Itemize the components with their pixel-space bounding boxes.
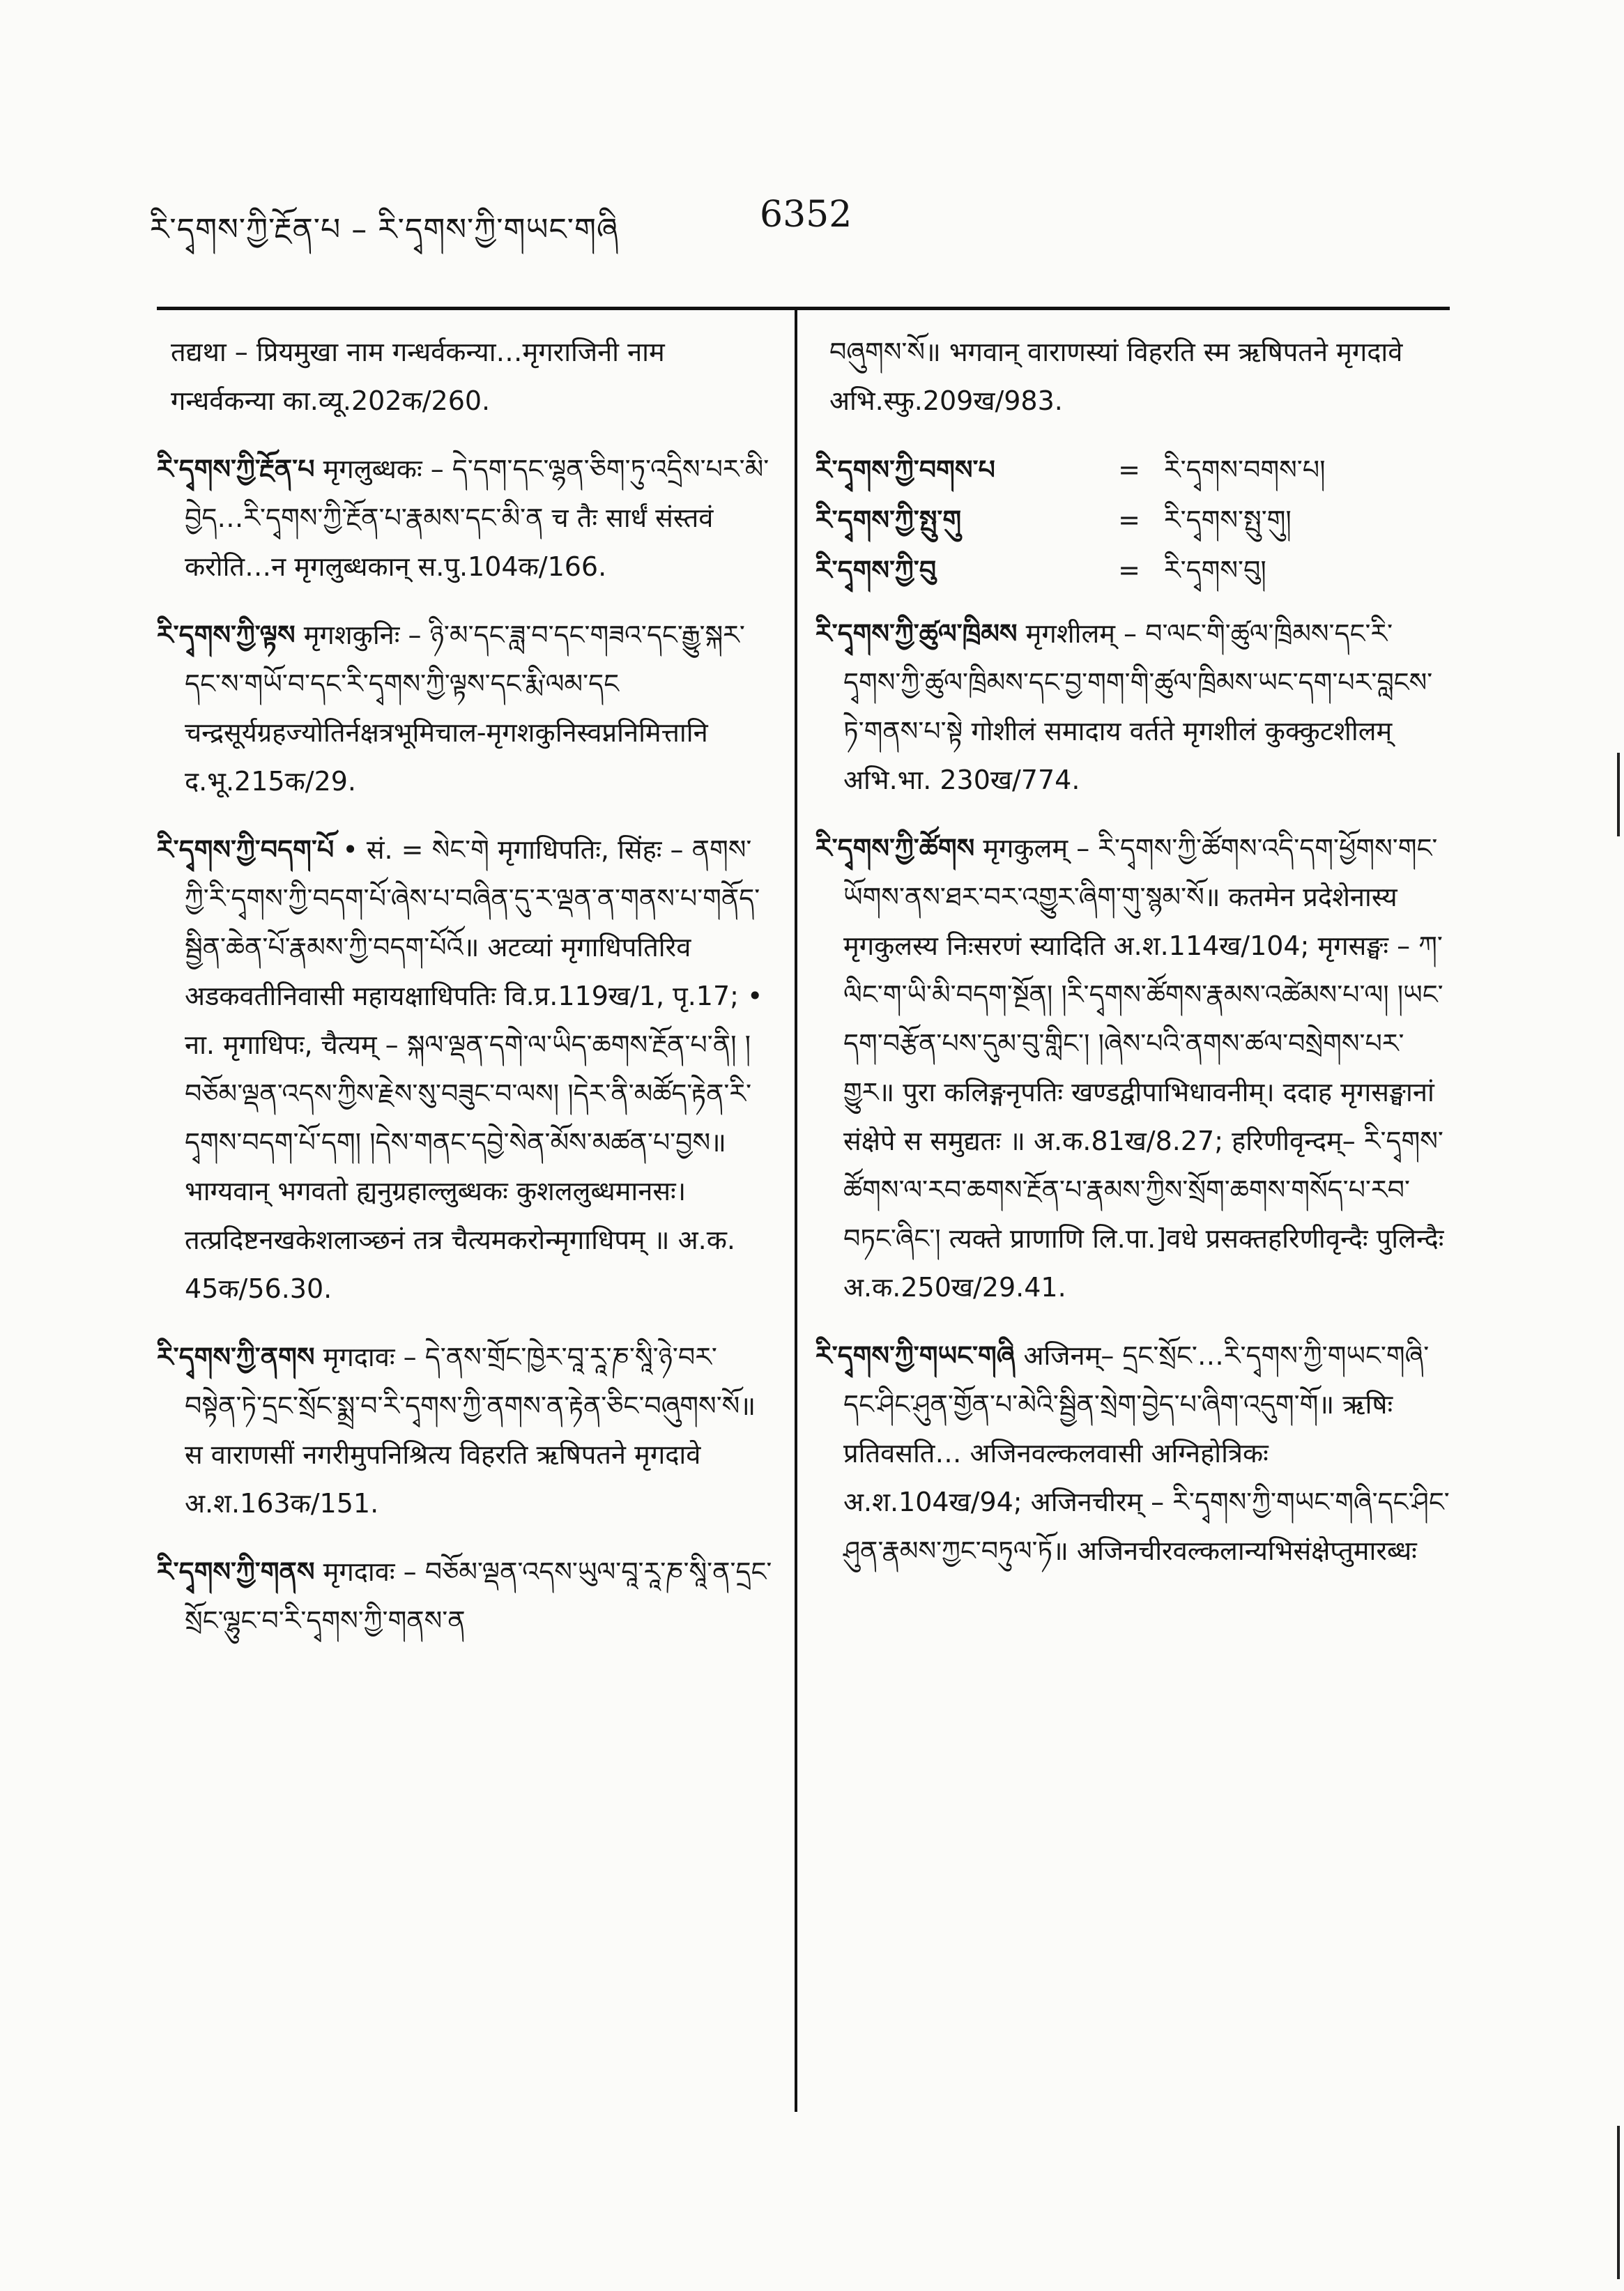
xref-target: རི་དྭགས་བུ།	[1164, 555, 1266, 585]
scan-edge-mark	[1617, 2126, 1620, 2279]
dictionary-entry	[815, 609, 1450, 804]
right-column	[815, 328, 1450, 1595]
dictionary-entry	[157, 445, 774, 591]
scan-edge-mark	[1617, 753, 1620, 836]
header-rule	[157, 307, 1450, 310]
dictionary-entry	[157, 611, 774, 806]
dictionary-entry	[815, 1331, 1450, 1575]
entry-headword: རི་དྭགས་ཀྱི་བདག་པོ	[157, 834, 335, 865]
entry-headword: རི་དྭགས་ཀྱི་གཡང་གཞི	[815, 1340, 1016, 1371]
entry-text: བཞུགས་སོ॥ भगवान् वाराणस्यां विहरति स्म ऋषिपतने मृगदावे अभि.स्फु.209ख/983.	[829, 337, 1403, 416]
entry-text: तद्यथा – प्रियमुखा नाम गन्धर्वकन्या…मृगराजिनी नाम गन्धर्वकन्या का.व्यू.202क/260.	[171, 337, 665, 416]
xref-term: རི་དྭགས་ཀྱི་བགས་པ	[815, 454, 995, 485]
entry-headword: རི་དྭགས་ཀྱི་ལྟས	[157, 620, 296, 650]
dictionary-entry-continuation	[815, 328, 1450, 425]
entry-text: मृगलुब्धकः – དེ་དག་དང་ལྷན་ཅིག་ཏུ་འདྲིས་པར་མི་བྱེད…རི་དྭགས་ཀྱི་རྔོན་པ་རྣམས་དང་མི་ན च तैः सार्धं संस्तवं करोति…न मृगलुब्धकान् स.पु.104क/166.	[185, 454, 769, 582]
cross-reference	[815, 495, 1450, 545]
entry-headword: རི་དྭགས་ཀྱི་ནགས	[157, 1342, 315, 1372]
dictionary-entry	[157, 825, 774, 1313]
left-column	[157, 328, 774, 1664]
entry-headword: རི་དྭགས་ཀྱི་གནས	[157, 1556, 315, 1587]
cross-reference	[815, 445, 1450, 495]
page-number: 6352	[760, 194, 852, 236]
cross-reference	[815, 545, 1450, 595]
column-divider	[795, 307, 797, 2112]
xref-term: རི་དྭགས་ཀྱི་སྤུ་གུ	[815, 505, 962, 535]
entry-text: मृगशीलम् – བ་ལང་གི་ཚུལ་ཁྲིམས་དང་རི་དྭགས་ཀྱི་ཚུལ་ཁྲིམས་དང་བྱ་གག་གི་ཚུལ་ཁྲིམས་ཡང་དག་པར་བླངས་ཏེ་གནས་པ་སྟེ गोशीलं समादाय वर्तते मृगशीलं कुक्कुटशीलम् अभि.भा. 230ख/774.	[843, 618, 1433, 795]
entry-headword: རི་དྭགས་ཀྱི་ཚོགས	[815, 833, 975, 864]
xref-equals: =	[1118, 555, 1140, 585]
xref-term: རི་དྭགས་ཀྱི་བུ	[815, 555, 937, 585]
xref-equals: =	[1118, 454, 1140, 485]
running-head: རི་དྭགས་ཀྱི་རྔོན་པ – རི་དྭགས་ཀྱི་གཡང་གཞི	[150, 212, 619, 247]
dictionary-entry	[157, 1333, 774, 1528]
xref-equals: =	[1118, 505, 1140, 535]
xref-target: རི་དྭགས་སྤུ་གུ།	[1164, 505, 1292, 535]
page-header	[150, 188, 1446, 251]
entry-text: मृगदावः – བཅོམ་ལྡན་འདས་ཡུལ་བཱ་རཱ་ཎ་སཱི་ན་དྲང་སྲོང་ལྷུང་བ་རི་དྭགས་ཀྱི་གནས་ན	[185, 1556, 772, 1636]
dictionary-entry	[157, 1547, 774, 1645]
entry-text: मृगशकुनिः – ཉི་མ་དང་ཟླ་བ་དང་གཟའ་དང་རྒྱུ་སྐར་དང་ས་གཡོ་བ་དང་རི་དྭགས་ཀྱི་ལྟས་དང་རྨི་ལམ་དང चन्द्रसूर्यग्रहज्योतिर्नक्षत्रभूमिचाल-मृगशकुनिस्वप्ननिमित्तानि द.भू.215क/29.	[185, 620, 745, 797]
entry-text: मृगदावः – དེ་ནས་གྲོང་ཁྱེར་བཱ་རཱ་ཎ་སཱི་ཉེ་བར་བསྟེན་ཏེ་དྲང་སྲོང་སྨྲ་བ་རི་དྭགས་ཀྱི་ནགས་ན་རྟེན་ཅིང་བཞུགས་སོ॥ स वाराणसीं नगरीमुपनिश्रित्य विहरति ऋषिपतने मृगदावे अ.श.163क/151.	[185, 1342, 756, 1519]
entry-text: • सं. = སེང་གེ मृगाधिपतिः, सिंहः – ནགས་ཀྱི་རི་དྭགས་ཀྱི་བདག་པོ་ཞེས་པ་བཞིན་དུ་ར་ལྡན་ན་གནས་པ་གནོད་སྦྱིན་ཆེན་པོ་རྣམས་ཀྱི་བདག་པོའོ॥ अटव्यां मृगाधिपतिरिव अडकवतीनिवासी महायक्षाधिपतिः वि.प्र.119ख/1, पृ.17; • ना. मृगाधिपः, चैत्यम् – སྐལ་ལྡན་དགེ་ལ་ཡིད་ཆགས་རྔོན་པ་ནི། །བཅོམ་ལྡན་འདས་ཀྱིས་རྗེས་སུ་བཟུང་བ་ལས། །དེར་ནི་མཚོད་རྟེན་རི་དྭགས་བདག་པོ་དག། །དེས་གནང་དབྱེ་སེན་མོས་མཚན་པ་བྱས॥ भाग्यवान् भगवतो ह्यनुग्रहाल्लुब्धकः कुशललुब्धमानसः। तत्प्रदिष्टनखकेशलाञ्छनं तत्र चैत्यमकरोन्मृगाधिपम् ॥ अ.क. 45क/56.30.	[185, 834, 763, 1304]
dictionary-entry	[157, 328, 774, 425]
entry-headword: རི་དྭགས་ཀྱི་ཚུལ་ཁྲིམས	[815, 618, 1018, 649]
entry-text: मृगकुलम् – རི་དྭགས་ཀྱི་ཚོགས་འདི་དག་ཕྱོགས་གང་ཡོགས་ནས་ཐར་བར་འགྱུར་ཞིག་གུ་སྙམ་སོ॥ कतमेन प्रदेशेनास्य मृगकुलस्य निःसरणं स्यादिति अ.श.114ख/104; मृगसङ्घः – ཀ་ལིང་ག་ཡི་མི་བདག་སྔོན། །རི་དྭགས་ཚོགས་རྣམས་འཚེམས་པ་ལ། །ཡང་དག་བརྩོན་པས་དུམ་བུ་གླིང་། །ཞེས་པའི་ནགས་ཚལ་བསྲེགས་པར་གྱུར॥ पुरा कलिङ्गनृपतिः खण्डद्वीपाभिधावनीम्। ददाह मृगसङ्घानां संक्षेपे स समुद्यतः ॥ अ.क.81ख/8.27; हरिणीवृन्दम्– རི་དྭགས་ཚོགས་ལ་རབ་ཆགས་རྔོན་པ་རྣམས་ཀྱིས་སྲོག་ཆགས་གསོད་པ་རབ་བཏང་ཞིང་། त्यक्ते प्राणाणि लि.पा.]वधे प्रसक्तहरिणीवृन्दैः पुलिन्दैः अ.क.250ख/29.41.	[843, 833, 1444, 1303]
entry-headword: རི་དྭགས་ཀྱི་རྔོན་པ	[157, 454, 315, 484]
dictionary-entry	[815, 824, 1450, 1312]
entry-text: अजिनम्– དྲང་སྲོང་…རི་དྭགས་ཀྱི་གཡང་གཞི་དང་ཤིང་ཤུན་གྱོན་པ་མེའི་སྦྱིན་སྲེག་བྱེད་པ་ཞིག་འདུག་གོ॥ ऋषिः प्रतिवसति… अजिनवल्कलवासी अग्निहोत्रिकः अ.श.104ख/94; अजिनचीरम् – རི་དྭགས་ཀྱི་གཡང་གཞི་དང་ཤིང་ཤུན་རྣམས་ཀྱང་བཏུལ་ཏོ॥ अजिनचीरवल्कलान्यभिसंक्षेप्तुमारब्धः	[843, 1340, 1450, 1566]
xref-target: རི་དྭགས་བགས་པ།	[1164, 454, 1326, 485]
